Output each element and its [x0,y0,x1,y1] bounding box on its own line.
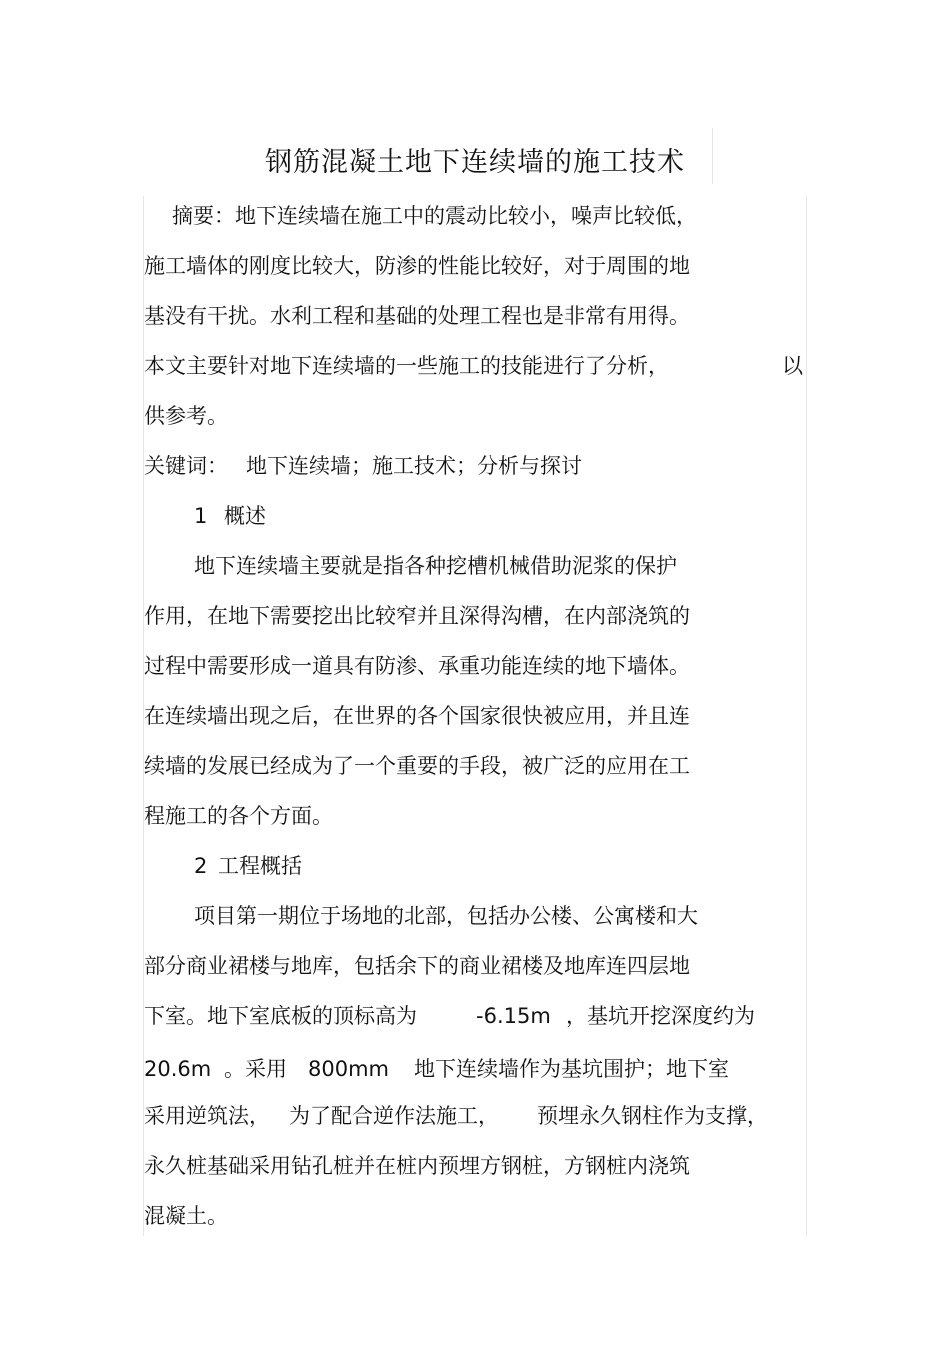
paragraph-segment: 预埋永久钢柱作为支撑， [537,1104,768,1128]
paragraph-line: 混凝土。 [144,1204,228,1228]
paragraph-line: 在连续墙出现之后，在世界的各个国家很快被应用，并且连 [144,704,690,728]
paragraph-line: 项目第一期位于场地的北部，包括办公楼、公寓楼和大 [194,904,698,928]
section-number: 2 [194,854,208,878]
section-heading [194,501,394,531]
paragraph-line-row [144,1001,804,1031]
paragraph-segment: 采用逆筑法， [144,1104,270,1128]
paragraph-line: 作用，在地下需要挖出比较窄并且深得沟槽，在内部浇筑的 [144,604,690,628]
paragraph-segment: 地下连续墙作为基坑围护；地下室 [414,1057,729,1081]
paragraph-segment: ，基坑开挖深度约为 [566,1004,755,1028]
paragraph-line-row [144,1101,804,1131]
keywords-row [144,451,744,481]
paragraph-line: 续墙的发展已经成为了一个重要的手段，被广泛的应用在工 [144,754,690,778]
document-title: 钢筋混凝土地下连续墙的施工技术 [265,147,685,178]
elevation-value: -6.15m [476,1004,551,1028]
section-heading [194,851,394,881]
section-number: 1 [194,504,208,528]
paragraph-line: 程施工的各个方面。 [144,804,333,828]
abstract-line-row [144,351,808,381]
abstract-line: 供参考。 [144,404,228,428]
paragraph-segment: 。采用 [224,1057,287,1081]
abstract-line-tail: 以 [782,354,803,378]
paragraph-line: 过程中需要形成一道具有防渗、承重功能连续的地下墙体。 [144,654,690,678]
keywords-text: 地下连续墙；施工技术；分析与探讨 [246,454,582,478]
paragraph-line-row [144,1054,804,1084]
paragraph-line: 永久桩基础采用钻孔桩并在桩内预埋方钢桩，方钢桩内浇筑 [144,1154,690,1178]
abstract-line: 本文主要针对地下连续墙的一些施工的技能进行了分析， [144,354,669,378]
abstract-line: 摘要：地下连续墙在施工中的震动比较小，噪声比较低， [172,204,697,228]
section-title: 工程概括 [218,854,302,878]
keywords-label: 关键词： [144,454,228,478]
paragraph-segment: 下室。地下室底板的顶标高为 [144,1004,417,1028]
paragraph-line: 部分商业裙楼与地库，包括余下的商业裙楼及地库连四层地 [144,954,690,978]
wall-thickness-value: 800mm [308,1057,389,1081]
abstract-line: 基没有干扰。水利工程和基础的处理工程也是非常有用得。 [144,304,690,328]
paragraph-line: 地下连续墙主要就是指各种挖槽机械借助泥浆的保护 [194,554,677,578]
paragraph-segment: 为了配合逆作法施工， [289,1104,499,1128]
section-title: 概述 [224,504,266,528]
depth-value: 20.6m [144,1057,212,1081]
abstract-line: 施工墙体的刚度比较大，防渗的性能比较好，对于周围的地 [144,254,690,278]
